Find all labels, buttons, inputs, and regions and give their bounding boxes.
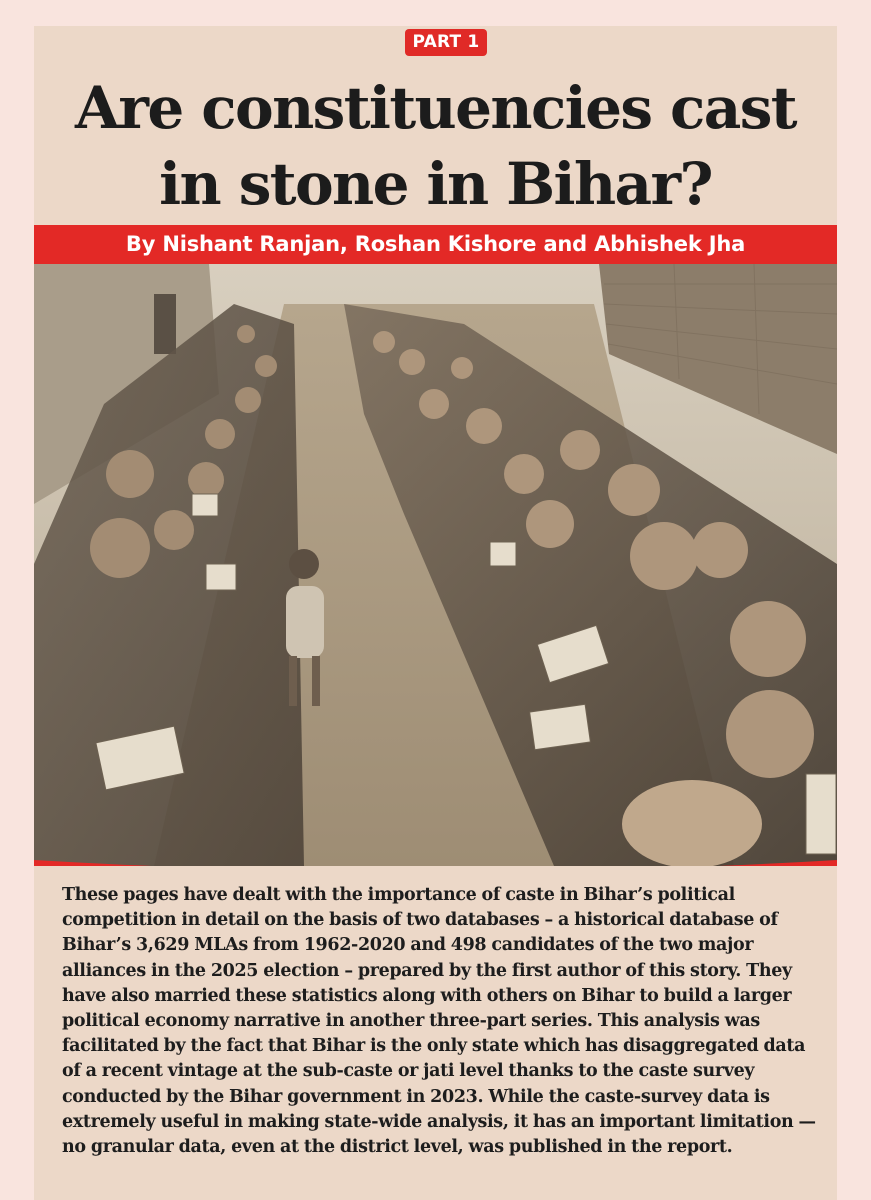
headline	[34, 70, 837, 222]
headline-line-1: Are constituencies cast	[75, 74, 796, 142]
byline-bar: By Nishant Ranjan, Roshan Kishore and Abhishek Jha	[34, 225, 837, 264]
article-header	[34, 26, 837, 226]
voters-queue-photo	[34, 264, 837, 866]
headline-line-2: in stone in Bihar?	[159, 150, 712, 218]
article-page	[34, 26, 837, 1200]
part-badge: PART 1	[405, 29, 487, 56]
article-body: These pages have dealt with the importance of caste in Bihar’s political competition in detail on the basis of two databases – a historical database of Bihar’s 3,629 MLAs from 1962-2020 and 498 candidates of the two major alliances in the 2025 election – prepared by the first author of this story. They have also married these statistics along with others on Bihar to build a larger political economy narrative in another three-part series. This analysis was facilitated by the fact that Bihar is the only state which has disaggregated data of a recent vintage at the sub-caste or jati level thanks to the caste survey conducted by the Bihar government in 2023. While the caste-survey data is extremely useful in making state-wide analysis, it has an important limitation — no granular data, even at the district level, was published in the report.	[62, 885, 816, 1158]
